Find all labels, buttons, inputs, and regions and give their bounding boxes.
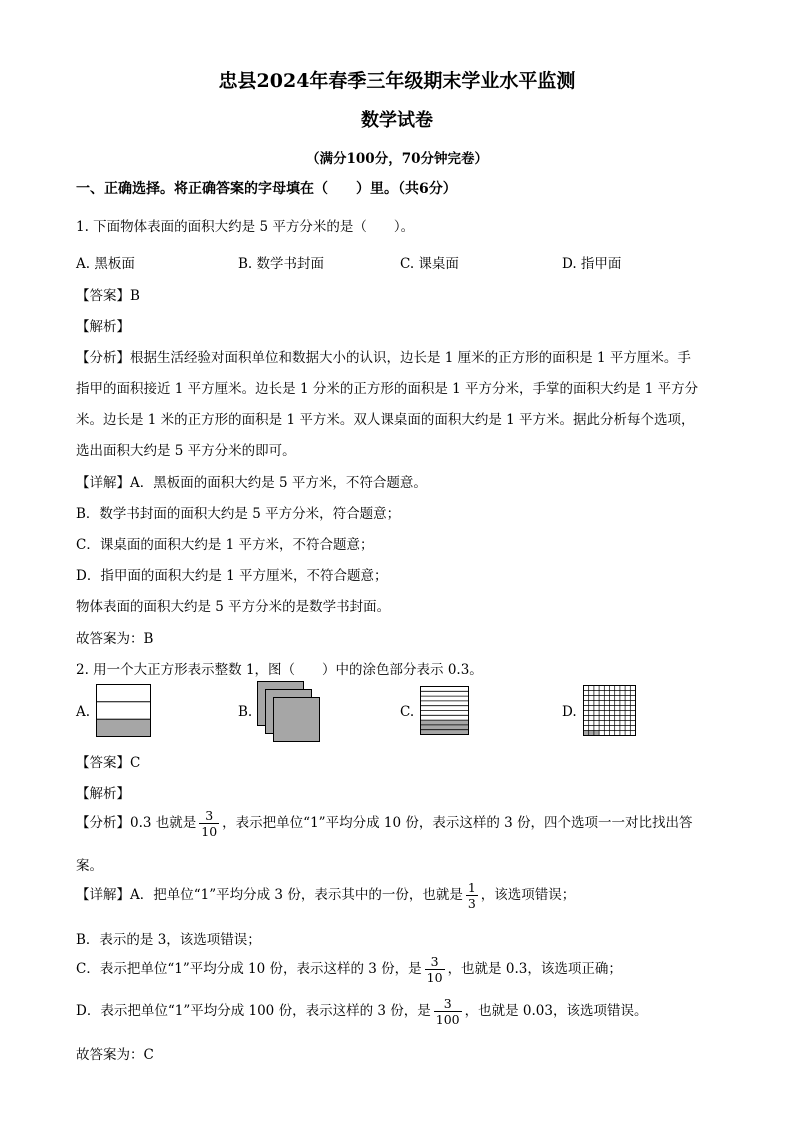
q1-analysis-line: 【分析】根据生活经验对面积单位和数据大小的认识，边长是 1 厘米的正方形的面积是 1 平方厘米。手 (76, 350, 691, 366)
q2-analysis-part: 【分析】0.3 也就是 (76, 815, 197, 831)
fraction-denominator: 100 (435, 1012, 460, 1027)
q2-option-c-label: C. (400, 704, 415, 720)
fraction-denominator: 3 (467, 896, 476, 911)
q1-analysis-line: 米。边长是 1 米的正方形的面积是 1 平方米。双人课桌面的面积大约是 1 平方米。据此分析每个选项， (76, 412, 695, 428)
q1-final-answer: 故答案为：B (76, 631, 154, 647)
q1-detail-line: C．课桌面的面积大约是 1 平方米，不符合题意； (76, 537, 374, 553)
q1-option-d: D. 指甲面 (562, 256, 622, 272)
q2-detail-a (76, 880, 575, 911)
exam-subject: 数学试卷 (361, 110, 433, 131)
q2-detail-part: D．表示把单位“1”平均分成 100 份，表示这样的 3 份，是 (76, 1003, 431, 1019)
q2-option-b-label: B. (238, 704, 253, 720)
q2-option-a-label: A. (76, 704, 91, 720)
q1-detail-line: 物体表面的面积大约是 5 平方分米的是数学书封面。 (76, 599, 391, 615)
q2-detail-part: ，该选项错误； (480, 887, 576, 903)
q1-answer: 【答案】B (76, 288, 140, 304)
fraction-numerator: 3 (434, 996, 462, 1012)
q1-option-c: C. 课桌面 (400, 256, 459, 272)
q2-analysis-cont: 案。 (76, 858, 103, 874)
q2-figure-b (257, 681, 323, 743)
q2-detail-part: ，也就是 0.3，该选项正确； (447, 961, 622, 977)
q1-option-a: A. 黑板面 (76, 256, 135, 272)
q1-option-b: B. 数学书封面 (238, 256, 325, 272)
q2-figure-d (583, 685, 637, 737)
q2-detail-c (76, 954, 622, 985)
q2-jiexi: 【解析】 (76, 786, 130, 802)
q1-stem: 1. 下面物体表面的面积大约是 5 平方分米的是（ ）。 (76, 219, 415, 235)
section-heading: 一、正确选择。将正确答案的字母填在（ ）里。（共6分） (76, 181, 457, 197)
q2-detail-b: B．表示的是 3，该选项错误； (76, 932, 261, 948)
fraction (466, 880, 478, 911)
q1-analysis-line: 指甲的面积接近 1 平方厘米。边长是 1 分米的正方形的面积是 1 平方分米，手掌的面积大约是 1 平方分 (76, 381, 699, 397)
q2-stem: 2. 用一个大正方形表示整数 1，图（ ）中的涂色部分表示 0.3。 (76, 662, 483, 678)
q2-figure-c (420, 686, 470, 736)
q1-detail-line: B．数学书封面的面积大约是 5 平方分米，符合题意； (76, 506, 401, 522)
q2-detail-part: 【详解】A．把单位“1”平均分成 3 份，表示其中的一份，也就是 (76, 887, 463, 903)
fraction-numerator: 1 (467, 880, 476, 895)
q2-figure-a (96, 684, 152, 738)
q1-jiexi: 【解析】 (76, 319, 130, 335)
exam-note: （满分100分，70分钟完卷） (306, 151, 488, 167)
fraction (434, 996, 462, 1027)
q2-detail-part: C．表示把单位“1”平均分成 10 份，表示这样的 3 份，是 (76, 961, 422, 977)
q1-analysis-line: 选出面积大约是 5 平方分米的即可。 (76, 443, 296, 459)
q2-detail-d (76, 996, 647, 1027)
fraction-denominator: 10 (201, 824, 218, 839)
fraction (199, 808, 219, 839)
q2-analysis-part: ，表示把单位“1”平均分成 10 份，表示这样的 3 份，四个选项一一对比找出答 (222, 815, 693, 831)
q1-detail-line: 【详解】A．黑板面的面积大约是 5 平方米，不符合题意。 (76, 475, 427, 491)
exam-title: 忠县2024年春季三年级期末学业水平监测 (218, 70, 576, 92)
q2-final-answer: 故答案为：C (76, 1047, 154, 1063)
q1-detail-line: D．指甲面的面积大约是 1 平方厘米，不符合题意； (76, 568, 388, 584)
q2-option-d-label: D. (562, 704, 577, 720)
q2-analysis (76, 808, 693, 839)
fraction-denominator: 10 (426, 970, 443, 985)
q2-detail-part: ，也就是 0.03，该选项错误。 (464, 1003, 648, 1019)
fraction-numerator: 3 (425, 954, 445, 970)
q2-answer: 【答案】C (76, 755, 141, 771)
fraction-numerator: 3 (199, 808, 219, 824)
fraction (425, 954, 445, 985)
